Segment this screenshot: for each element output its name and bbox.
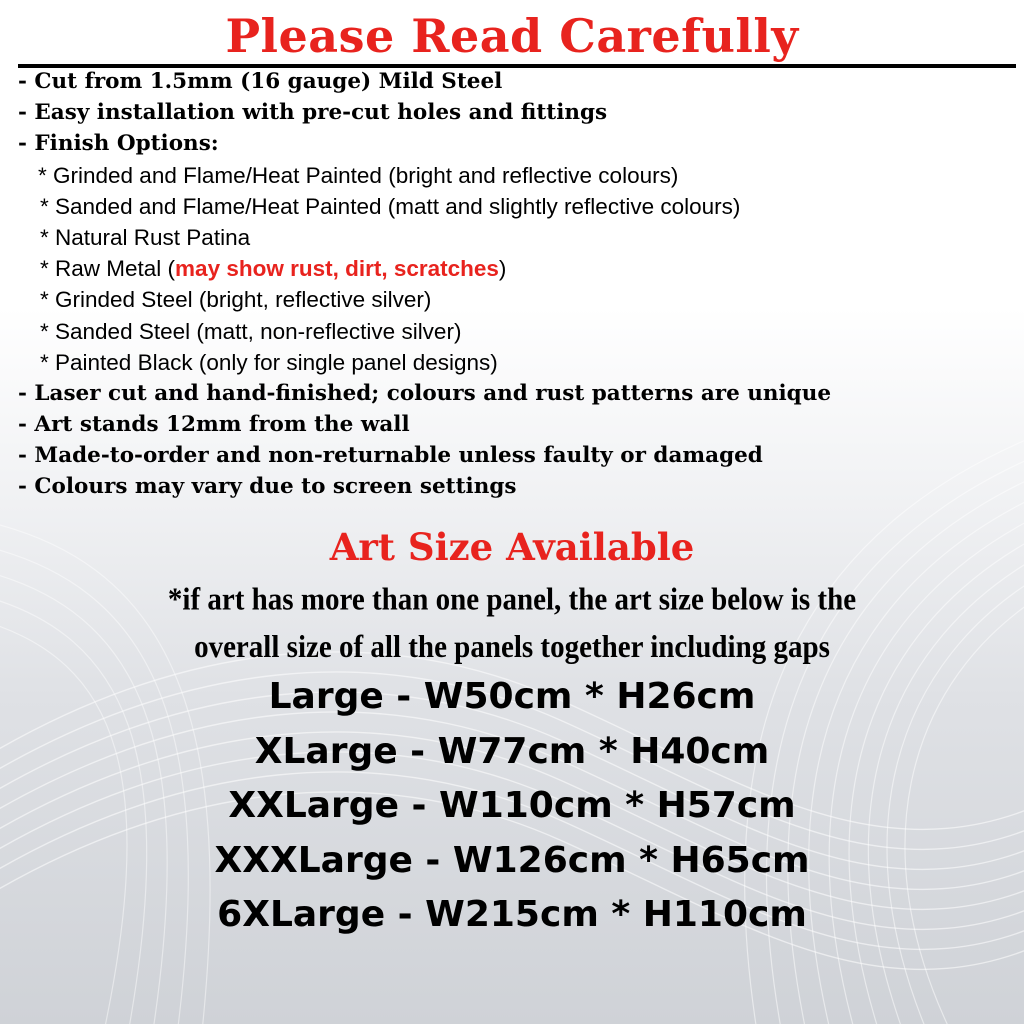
size-note-line: overall size of all the panels together including gaps bbox=[194, 630, 830, 665]
page-title: Please Read Carefully bbox=[225, 9, 799, 63]
size-note bbox=[0, 576, 1024, 671]
detail-laser-cut: - Laser cut and hand-finished; colours and rust patterns are unique bbox=[18, 380, 832, 406]
raw-metal-label: * Raw Metal ( bbox=[40, 256, 176, 282]
size-note-line: *if art has more than one panel, the art size below is the bbox=[167, 582, 857, 618]
raw-metal-warning: may show rust, dirt, scratches bbox=[175, 256, 499, 282]
size-xlarge: XLarge - W77cm * H40cm bbox=[254, 730, 770, 772]
detail-wall-standoff: - Art stands 12mm from the wall bbox=[18, 412, 410, 438]
size-list bbox=[0, 670, 1024, 943]
size-xxlarge: XXLarge - W110cm * H57cm bbox=[228, 785, 796, 826]
size-large: Large - W50cm * H26cm bbox=[268, 676, 756, 717]
finish-option-raw-metal bbox=[18, 253, 1018, 284]
detail-finish-heading: - Finish Options: bbox=[18, 131, 219, 157]
finish-option-grinded-painted: * Grinded and Flame/Heat Painted (bright and reflective colours) bbox=[38, 162, 679, 188]
finish-option-painted-black: * Painted Black (only for single panel designs) bbox=[40, 349, 498, 375]
size-heading: Art Size Available bbox=[329, 525, 695, 569]
product-details bbox=[18, 66, 1018, 503]
finish-option-sanded-steel: * Sanded Steel (matt, non-reflective silver) bbox=[40, 318, 462, 344]
finish-option-rust-patina: * Natural Rust Patina bbox=[40, 224, 251, 250]
raw-metal-close: ) bbox=[498, 256, 507, 282]
finish-option-grinded-steel: * Grinded Steel (bright, reflective silver) bbox=[40, 287, 432, 313]
finish-option-sanded-painted: * Sanded and Flame/Heat Painted (matt and slightly reflective colours) bbox=[40, 193, 741, 219]
size-6xlarge: 6XLarge - W215cm * H110cm bbox=[217, 894, 807, 935]
detail-material: - Cut from 1.5mm (16 gauge) Mild Steel bbox=[18, 69, 503, 94]
detail-colour-disclaimer: - Colours may vary due to screen settings bbox=[18, 474, 517, 500]
size-xxxlarge: XXXLarge - W126cm * H65cm bbox=[214, 839, 810, 881]
detail-installation: - Easy installation with pre-cut holes and fittings bbox=[18, 100, 608, 126]
detail-made-to-order: - Made-to-order and non-returnable unless faulty or damaged bbox=[18, 443, 763, 469]
